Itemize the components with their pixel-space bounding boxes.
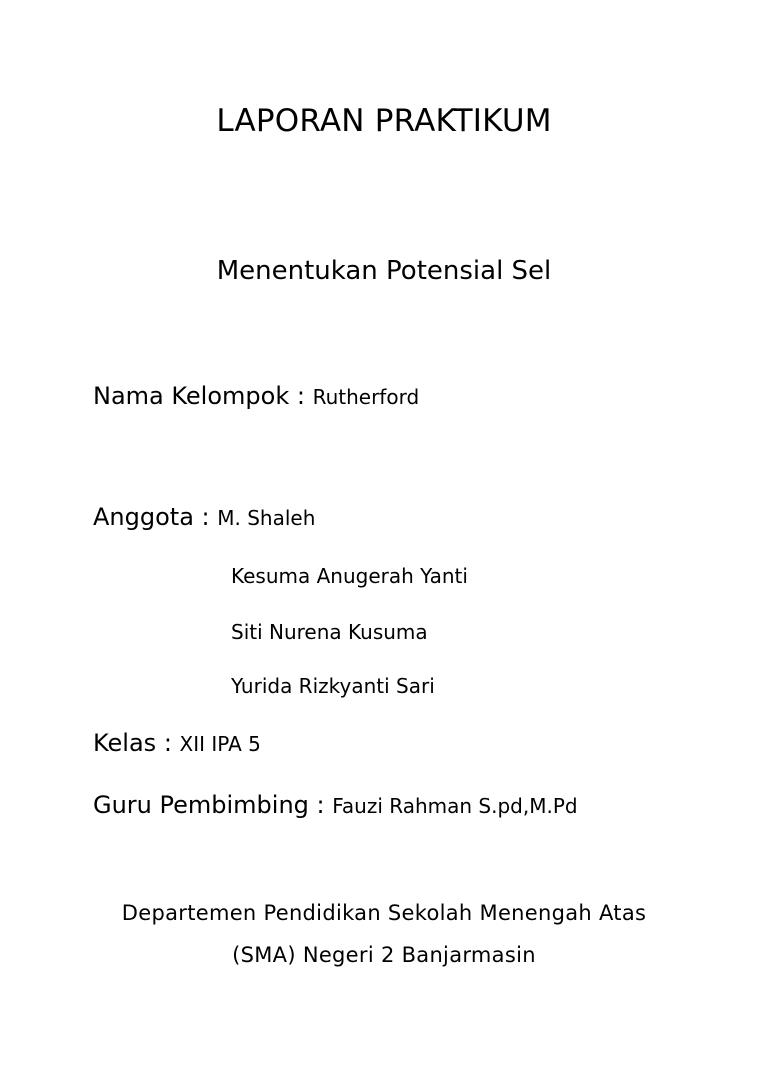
group-name-label: Nama Kelompok : [93,382,313,410]
members-row [93,505,315,529]
member-name: Kesuma Anugerah Yanti [231,564,468,588]
member-name: Yurida Rizkyanti Sari [231,674,435,698]
class-label: Kelas : [93,729,180,757]
institution-line-1: Departemen Pendidikan Sekolah Menengah Atas [121,901,647,925]
class-value: XII IPA 5 [179,732,261,756]
report-title: LAPORAN PRAKTIKUM [216,103,552,139]
class-row [93,731,261,755]
supervisor-value: Fauzi Rahman S.pd,M.Pd [332,794,578,818]
member-name: Siti Nurena Kusuma [231,620,428,644]
member-name: M. Shaleh [217,506,316,530]
supervisor-row [93,793,578,817]
group-name-row [93,384,419,408]
members-label: Anggota : [93,503,218,531]
report-subtitle: Menentukan Potensial Sel [216,256,552,286]
supervisor-label: Guru Pembimbing : [93,791,333,819]
institution-line-2: (SMA) Negeri 2 Banjarmasin [232,943,536,967]
group-name-value: Rutherford [312,385,420,409]
